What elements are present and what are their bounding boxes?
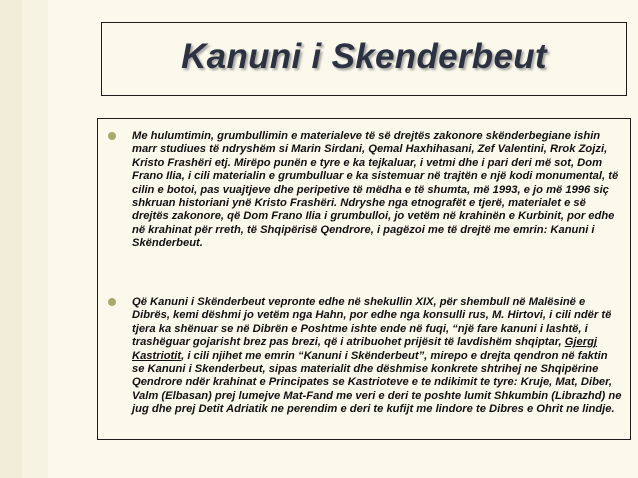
slide-title: Kanuni i Skenderbeut <box>181 37 547 76</box>
bullet-dot-icon <box>108 298 116 306</box>
left-decorative-stripe <box>0 0 22 478</box>
gjergj-kastrioti-link[interactable]: Gjergj Kastriotit <box>132 336 598 362</box>
paragraph-text-before-link: Që Kanuni i Skënderbeut vepronte edhe në shekullin XIX, për shembull në Malësinë e Dibrës, kemi dëshmi jo vetëm nga Hahn, por edhe nga konsulli rus, M. Hirtovi, i cili ndër të tjera ka shënuar se në Dibrën e Poshtme ishte ende në fuqi, “një fare kanuni i lashtë, i trashëguar gojarisht brez pas brezi, që i atribuohet prijësit të lavdishëm shqiptar, <box>132 296 612 349</box>
left-decorative-stripe-inner <box>22 0 48 478</box>
paragraph-text <box>132 296 622 417</box>
title-box <box>101 22 627 96</box>
content-box <box>97 118 631 440</box>
paragraph-text-after-link: , i cili njihet me emrin “Kanuni i Skënderbeut”, mirepo e drejta qendron në faktin se Kanuni i Skenderbeut, sipas materialit dhe dëshmise konkrete shtrihej ne Shqipërine Qendrore ndër krahinat e Principates se Kastrioteve e te ndikimit te tyre: Kruje, Mat, Diber, Valm (Elbasan) prej lumejve Mat-Fand me veri e deri te poshte lumit Shkumbin (Librazhd) ne jug dhe prej Detit Adriatik ne perendim e deri te kufijt me lindore te Dibres e Ohrit ne lindje. <box>132 349 622 416</box>
bullet-dot-icon <box>108 132 116 140</box>
paragraph-text: Me hulumtimin, grumbullimin e materialeve të së drejtës zakonore skënderbegiane ishin marr studiues të ndryshëm si Marin Sirdani, Qemal Haxhihasani, Zef Valentini, Rrok Zojzi, Kristo Frashëri etj. Mirëpo punën e tyre e ka tejkaluar, i vetmi dhe i pari deri më sot, Dom Frano Ilia, i cili materialin e grumbulluar e ka sistemuar në trajtën e një kodi monumental, të cilin e botoi, pas vuajtjeve dhe peripetive të mëdha e të shumta, më 1993, e jo më 1996 siç shkruan historiani ynë Kristo Frashëri. Ndryshe nga etnografët e tjerë, materialet e së drejtës zakonore, që Dom Frano Ilia i grumbulloi, jo vetëm në krahinën e Kurbinit, por edhe në krahinat për rreth, të Shqipërisë Qendrore, i pagëzoi me të drejtë me emrin: Kanuni i Skënderbeut. <box>132 130 619 250</box>
